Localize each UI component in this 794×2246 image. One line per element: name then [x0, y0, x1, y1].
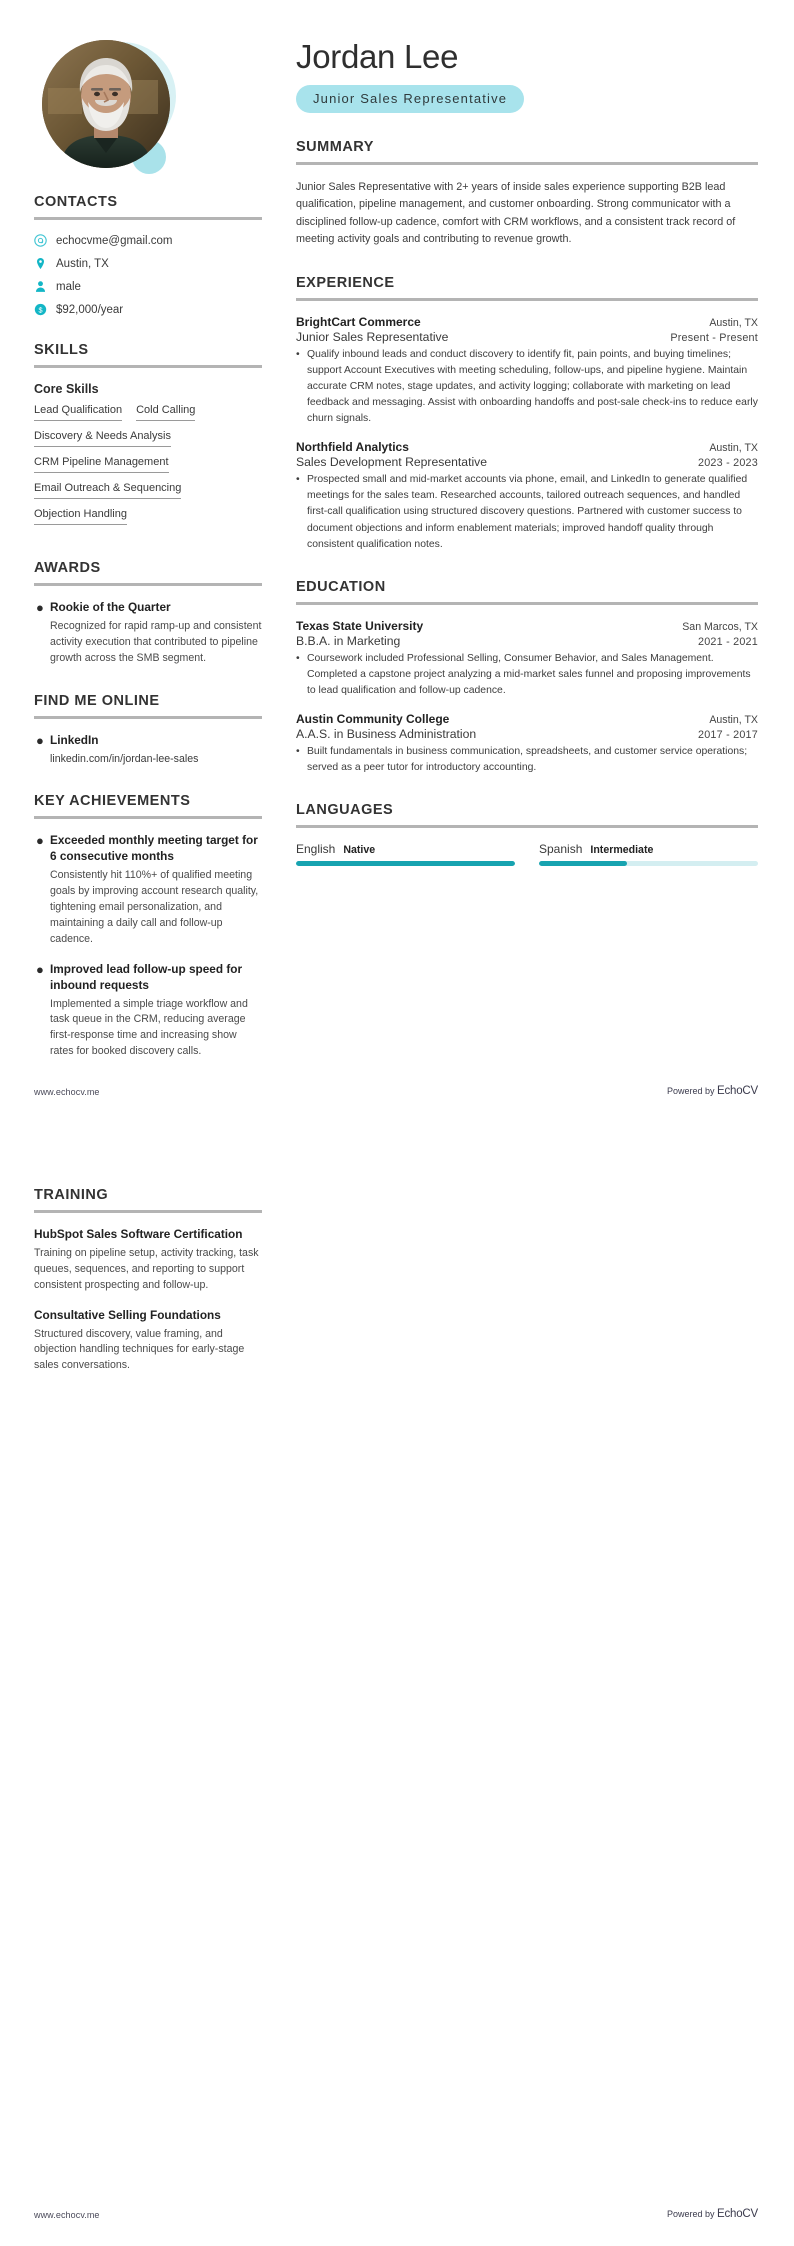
footer-powered-by — [667, 1085, 758, 1097]
languages-heading: LANGUAGES — [296, 802, 394, 819]
language-progress-fill — [539, 861, 627, 866]
contact-salary-value: $92,000/year — [56, 303, 124, 316]
contact-location — [34, 257, 262, 270]
footer-brand: EchoCV — [717, 1085, 758, 1097]
page-footer — [0, 2208, 794, 2246]
skill-chip: Lead Qualification — [34, 404, 122, 421]
experience-section — [296, 275, 758, 553]
training-title: HubSpot Sales Software Certification — [34, 1227, 243, 1241]
footer-powered-prefix: Powered by — [666, 2209, 717, 2219]
award-item — [34, 600, 262, 667]
svg-text:$: $ — [38, 305, 43, 315]
bullet-dot-icon: ● — [36, 600, 44, 615]
job-title: Junior Sales Representative — [296, 329, 449, 344]
dollar-coin-icon — [34, 303, 47, 316]
degree-title: B.B.A. in Marketing — [296, 633, 401, 648]
resume-page-2 — [0, 1123, 794, 2246]
person-icon — [34, 280, 47, 293]
training-description: Training on pipeline setup, activity tracking, task queues, sequences, and reporting to support consistent prospecting and follow-up. — [34, 1246, 259, 1291]
education-bullet — [296, 744, 758, 776]
page-title: Jordan Lee — [296, 38, 459, 75]
school-name: Texas State University — [296, 618, 424, 633]
profile-photo — [42, 40, 170, 168]
training-title: Consultative Selling Foundations — [34, 1307, 221, 1322]
section-divider — [34, 583, 262, 586]
find-me-online-heading: FIND ME ONLINE — [34, 692, 160, 709]
education-section — [296, 579, 758, 777]
online-profile-item[interactable] — [34, 733, 262, 768]
section-divider — [296, 825, 758, 828]
section-divider — [34, 1210, 262, 1213]
education-entry — [296, 619, 758, 699]
employer-name: Northfield Analytics — [296, 440, 409, 455]
section-divider — [296, 162, 758, 165]
employer-location: Austin, TX — [709, 442, 758, 455]
main-content-continued — [290, 1123, 794, 1463]
contact-email[interactable] — [34, 234, 262, 247]
experience-entry — [296, 315, 758, 428]
skill-chip: Discovery & Needs Analysis — [34, 430, 171, 447]
skill-chip: CRM Pipeline Management — [34, 456, 169, 473]
contact-location-value: Austin, TX — [56, 257, 109, 270]
bullet-dot-icon: ● — [36, 732, 44, 748]
sidebar-continued — [0, 1123, 290, 1400]
employer-location: Austin, TX — [709, 316, 758, 329]
skill-chip: Email Outreach & Sequencing — [34, 482, 181, 499]
school-location: Austin, TX — [709, 714, 758, 727]
award-description: Recognized for rapid ramp-up and consistent activity execution that contributed to pipeline growth across the SMB segment. — [50, 619, 262, 664]
summary-text: Junior Sales Representative with 2+ years of inside sales experience supporting B2B lead qualification, pipeline management, and customer onboarding. Strong communicator with a disciplined follow-up cadence, comfort with CRM workflows, and a consistent track record of meeting activity goals and contributing to revenue growth. — [296, 180, 736, 246]
section-divider — [34, 365, 262, 368]
sidebar — [0, 0, 290, 1086]
footer-brand: EchoCV — [717, 2208, 758, 2220]
email-icon — [34, 234, 47, 247]
language-level: Intermediate — [590, 844, 654, 857]
section-divider — [34, 816, 262, 819]
experience-heading: EXPERIENCE — [296, 274, 395, 291]
footer-site-url[interactable]: www.echocv.me — [34, 2210, 100, 2220]
training-section — [34, 1187, 262, 1374]
languages-list — [296, 842, 758, 866]
contact-gender — [34, 280, 262, 293]
job-title: Sales Development Representative — [296, 455, 488, 470]
employer-name: BrightCart Commerce — [296, 314, 421, 329]
bullet-marker-icon: • — [296, 746, 300, 758]
job-bullet — [296, 347, 758, 428]
language-name: Spanish — [539, 842, 583, 857]
skills-section — [34, 342, 262, 534]
achievement-title: Exceeded monthly meeting target for 6 consecutive months — [50, 833, 258, 864]
job-dates: 2023 - 2023 — [697, 457, 758, 470]
education-bullet-text: Coursework included Professional Selling, Consumer Behavior, and Sales Management. Completed a capstone project analyzing a mid-market sales funnel and proposing improvements to lead qualification and follow-up cadence. — [307, 652, 751, 697]
award-title: Rookie of the Quarter — [50, 600, 171, 614]
section-divider — [296, 602, 758, 605]
skills-list — [34, 404, 262, 534]
empty-region — [296, 1163, 758, 1463]
job-dates: Present - Present — [670, 331, 758, 344]
section-divider — [34, 217, 262, 220]
language-progress-fill — [296, 861, 515, 866]
main-content — [290, 0, 794, 892]
training-item — [34, 1227, 262, 1294]
contact-email-value: echocvme@gmail.com — [56, 234, 173, 247]
education-heading: EDUCATION — [296, 578, 386, 595]
key-achievements-section — [34, 793, 262, 1060]
find-me-online-section — [34, 693, 262, 768]
achievement-description: Consistently hit 110%+ of qualified meeting goals by improving account research quality, tightening email personalization, and maintaining a daily call and follow-up cadence. — [50, 869, 259, 945]
achievement-item — [34, 962, 262, 1060]
contacts-section — [34, 194, 262, 316]
bullet-marker-icon: • — [296, 348, 300, 360]
section-divider — [34, 716, 262, 719]
footer-powered-prefix: Powered by — [666, 1086, 717, 1096]
awards-heading: AWARDS — [34, 560, 101, 576]
summary-heading: SUMMARY — [296, 138, 374, 155]
contacts-heading: CONTACTS — [34, 194, 118, 210]
language-level: Native — [343, 844, 376, 857]
summary-section — [296, 139, 758, 249]
school-location: San Marcos, TX — [682, 620, 758, 633]
bullet-dot-icon: ● — [36, 833, 44, 849]
language-name: English — [296, 842, 336, 857]
section-divider — [296, 298, 758, 301]
job-bullet-text: Qualify inbound leads and conduct discovery to identify fit, pain points, and buying timelines; support Account Executives with meeting scheduling, follow-ups, and pipeline hygiene. Maintain accurate CRM notes, stage updates, and activity logging; collaborate with marketing on lead feedback and messaging. Assist with onboarding handoffs and post-sale check-ins to reduce early churn signals. — [307, 348, 758, 425]
key-achievements-heading: KEY ACHIEVEMENTS — [34, 793, 191, 810]
language-item — [296, 842, 515, 866]
job-bullet-text: Prospected small and mid-market accounts via phone, email, and LinkedIn to generate qualified meetings for the sales team. Researched accounts, tailored outreach sequences, and handled first-call qualification using structured discovery questions. Partnered with customer success to document objections and inform enablement materials; improved handoff quality through consistent qualification notes. — [307, 474, 748, 550]
achievement-description: Implemented a simple triage workflow and task queue in the CRM, reducing average first-response time and increasing show rates for booked discovery calls. — [50, 997, 248, 1058]
bullet-marker-icon: • — [296, 474, 300, 486]
education-entry — [296, 712, 758, 776]
role-badge: Junior Sales Representative — [296, 85, 524, 113]
education-bullet — [296, 651, 758, 699]
page-footer — [0, 1085, 794, 1123]
bullet-dot-icon: ● — [36, 961, 44, 977]
training-item — [34, 1308, 262, 1375]
degree-dates: 2021 - 2021 — [697, 635, 758, 648]
footer-site-url[interactable]: www.echocv.me — [34, 1087, 100, 1097]
language-item — [539, 842, 758, 866]
achievement-item — [34, 833, 262, 947]
language-progress-track — [296, 861, 515, 866]
skill-chip: Objection Handling — [34, 508, 127, 525]
skill-chip: Cold Calling — [136, 404, 195, 421]
language-progress-track — [539, 861, 758, 866]
languages-section — [296, 802, 758, 866]
degree-title: A.A.S. in Business Administration — [296, 727, 477, 742]
experience-entry — [296, 440, 758, 553]
footer-powered-by — [667, 2208, 758, 2220]
awards-section — [34, 560, 262, 667]
online-profile-name: LinkedIn — [50, 732, 99, 747]
bullet-marker-icon: • — [296, 652, 300, 664]
training-heading: TRAINING — [34, 1187, 109, 1203]
location-pin-icon — [34, 257, 47, 270]
education-bullet-text: Built fundamentals in business communication, spreadsheets, and customer service operations; served as a peer tutor for introductory accounting. — [307, 746, 748, 774]
job-bullet — [296, 472, 758, 553]
degree-dates: 2017 - 2017 — [697, 729, 758, 742]
training-description: Structured discovery, value framing, and objection handling techniques for early-stage sales conversations. — [34, 1327, 245, 1372]
avatar — [42, 40, 170, 168]
contact-gender-value: male — [56, 280, 81, 293]
achievement-title: Improved lead follow-up speed for inbound requests — [50, 961, 243, 992]
contact-salary — [34, 303, 262, 316]
school-name: Austin Community College — [296, 712, 450, 727]
online-profile-url[interactable]: linkedin.com/in/jordan-lee-sales — [50, 752, 199, 765]
skills-heading: SKILLS — [34, 342, 89, 358]
skills-group-label: Core Skills — [34, 382, 99, 396]
